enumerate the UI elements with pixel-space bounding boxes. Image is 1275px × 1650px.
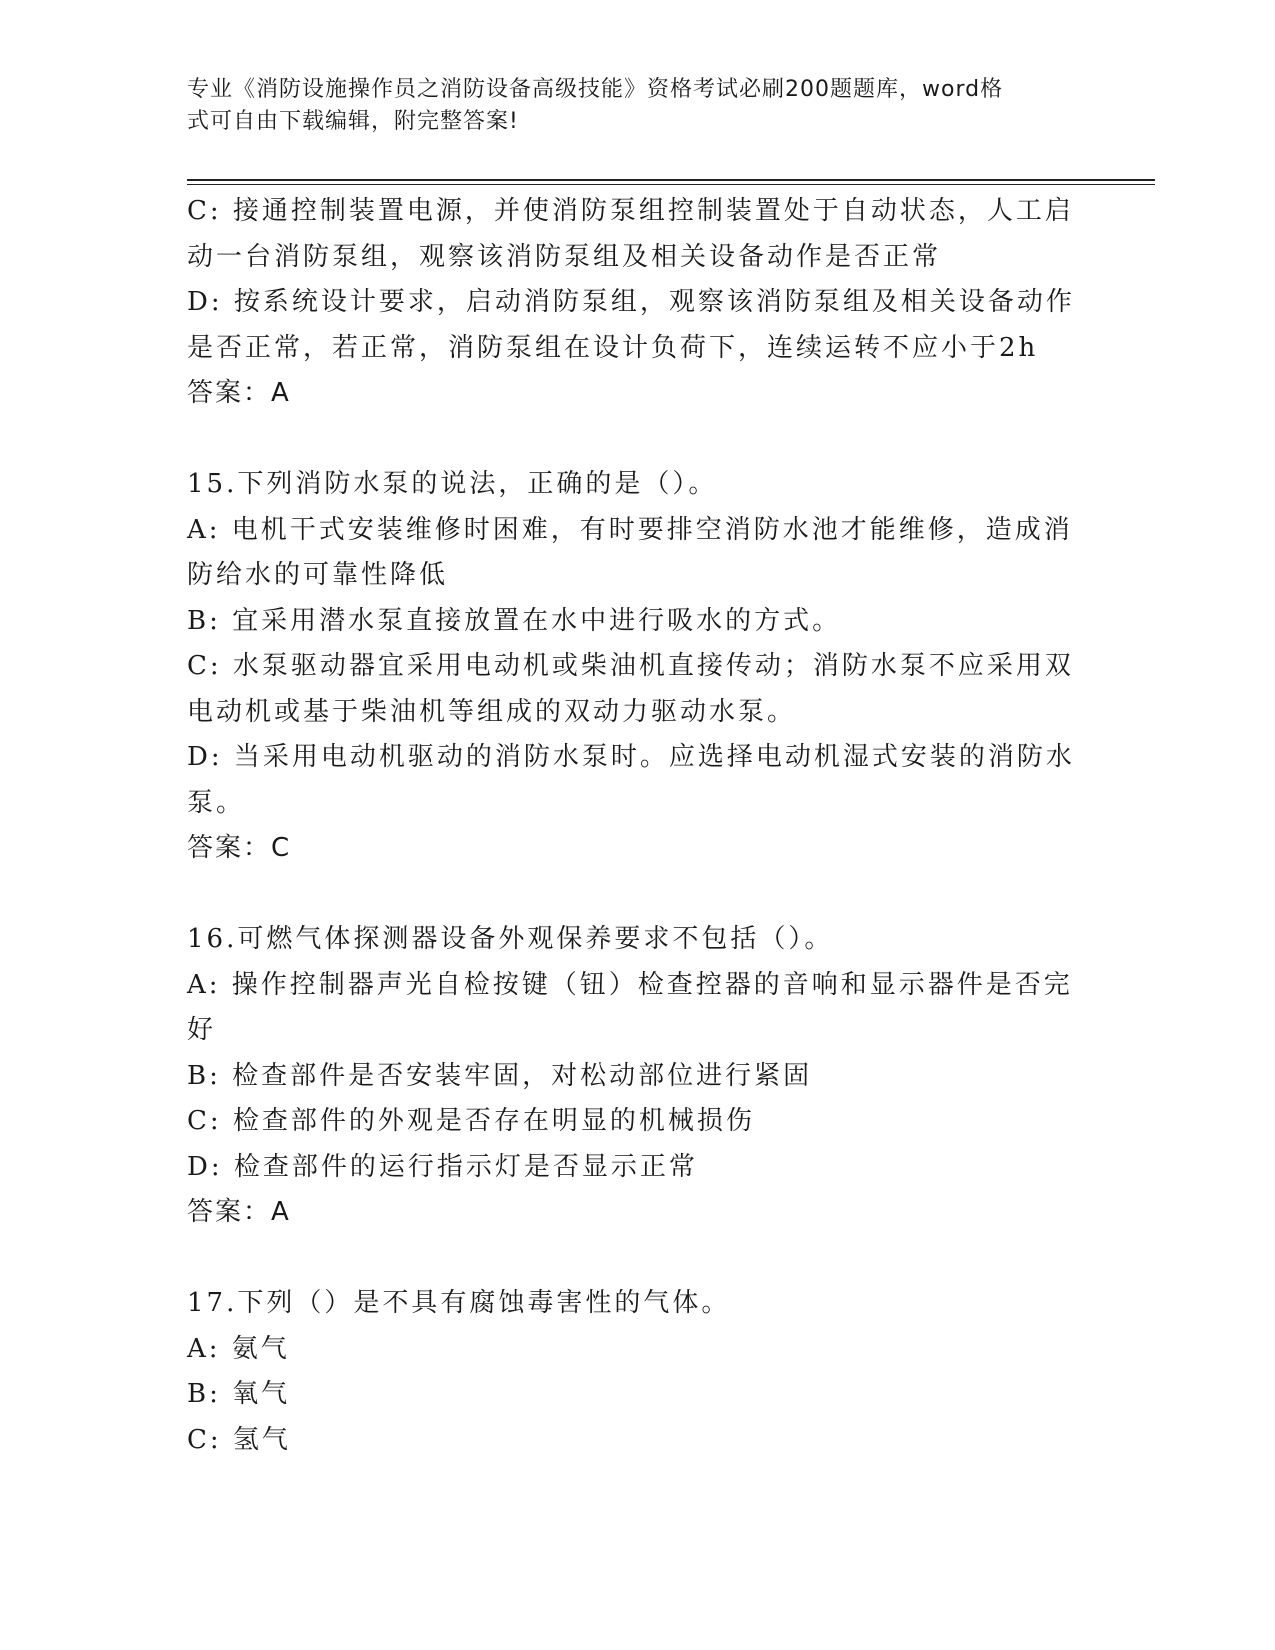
q14-answer: 答案：A [187, 378, 291, 408]
q15-option-a-line2: 防给水的可靠性降低 [187, 560, 449, 590]
q15-stem: 15.下列消防水泵的说法，正确的是（）。 [187, 469, 718, 499]
q15-option-a-line1: A: 电机干式安装维修时困难，有时要排空消防水池才能维修，造成消 [187, 514, 1073, 545]
question-16 [187, 917, 1077, 1236]
q15-option-c-line1: C: 水泵驱动器宜采用电动机或柴油机直接传动；消防水泵不应采用双 [187, 651, 1074, 681]
q16-option-a-line1: A: 操作控制器声光自检按键（钮）检查控器的音响和显示器件是否完 [187, 969, 1073, 1000]
q14-option-d-line1: D: 按系统设计要求，启动消防泵组，观察该消防泵组及相关设备动作 [187, 287, 1075, 317]
q16-stem: 16.可燃气体探测器设备外观保养要求不包括（）。 [187, 924, 834, 954]
spacer [187, 872, 1077, 918]
question-17 [187, 1281, 1077, 1463]
q17-option-c: C: 氢气 [187, 1424, 291, 1455]
header-rule-thick [187, 179, 1155, 181]
q14-option-c-line2: 动一台消防泵组，观察该消防泵组及相关设备动作是否正常 [187, 241, 942, 272]
spacer [187, 1236, 1077, 1282]
q16-option-d: D: 检查部件的运行指示灯是否显示正常 [187, 1151, 698, 1182]
q17-option-a: A: 氨气 [187, 1333, 290, 1364]
q15-answer: 答案：C [187, 833, 292, 863]
question-15 [187, 462, 1077, 872]
question-14-continued [187, 189, 1077, 417]
document-body [187, 189, 1077, 1463]
q15-option-c-line2: 电动机或基于柴油机等组成的双动力驱动水泵。 [187, 696, 797, 727]
spacer [187, 417, 1077, 463]
header-line-1: 专业《消防设施操作员之消防设备高级技能》资格考试必刷200题题库，word格 [187, 77, 1004, 102]
q16-option-b: B: 检查部件是否安装牢固，对松动部位进行紧固 [187, 1060, 813, 1091]
q16-option-a-line2: 好 [187, 1015, 217, 1045]
document-header [187, 74, 1067, 138]
q15-option-d-line1: D: 当采用电动机驱动的消防水泵时。应选择电动机湿式安装的消防水 [187, 742, 1075, 772]
q14-option-d-line2: 是否正常，若正常，消防泵组在设计负荷下，连续运转不应小于2h [187, 332, 1039, 363]
q17-option-b: B: 氧气 [187, 1379, 291, 1409]
header-rule-thin [187, 184, 1155, 185]
q15-option-b: B: 宜采用潜水泵直接放置在水中进行吸水的方式。 [187, 605, 842, 636]
header-line-2: 式可自由下载编辑，附完整答案! [187, 109, 519, 134]
q16-answer: 答案：A [187, 1197, 291, 1227]
q16-option-c: C: 检查部件的外观是否存在明显的机械损伤 [187, 1106, 755, 1136]
q14-option-c-line1: C: 接通控制装置电源，并使消防泵组控制装置处于自动状态，人工启 [187, 196, 1074, 226]
q15-option-d-line2: 泵。 [187, 787, 246, 818]
q17-stem: 17.下列（）是不具有腐蚀毒害性的气体。 [187, 1288, 731, 1318]
